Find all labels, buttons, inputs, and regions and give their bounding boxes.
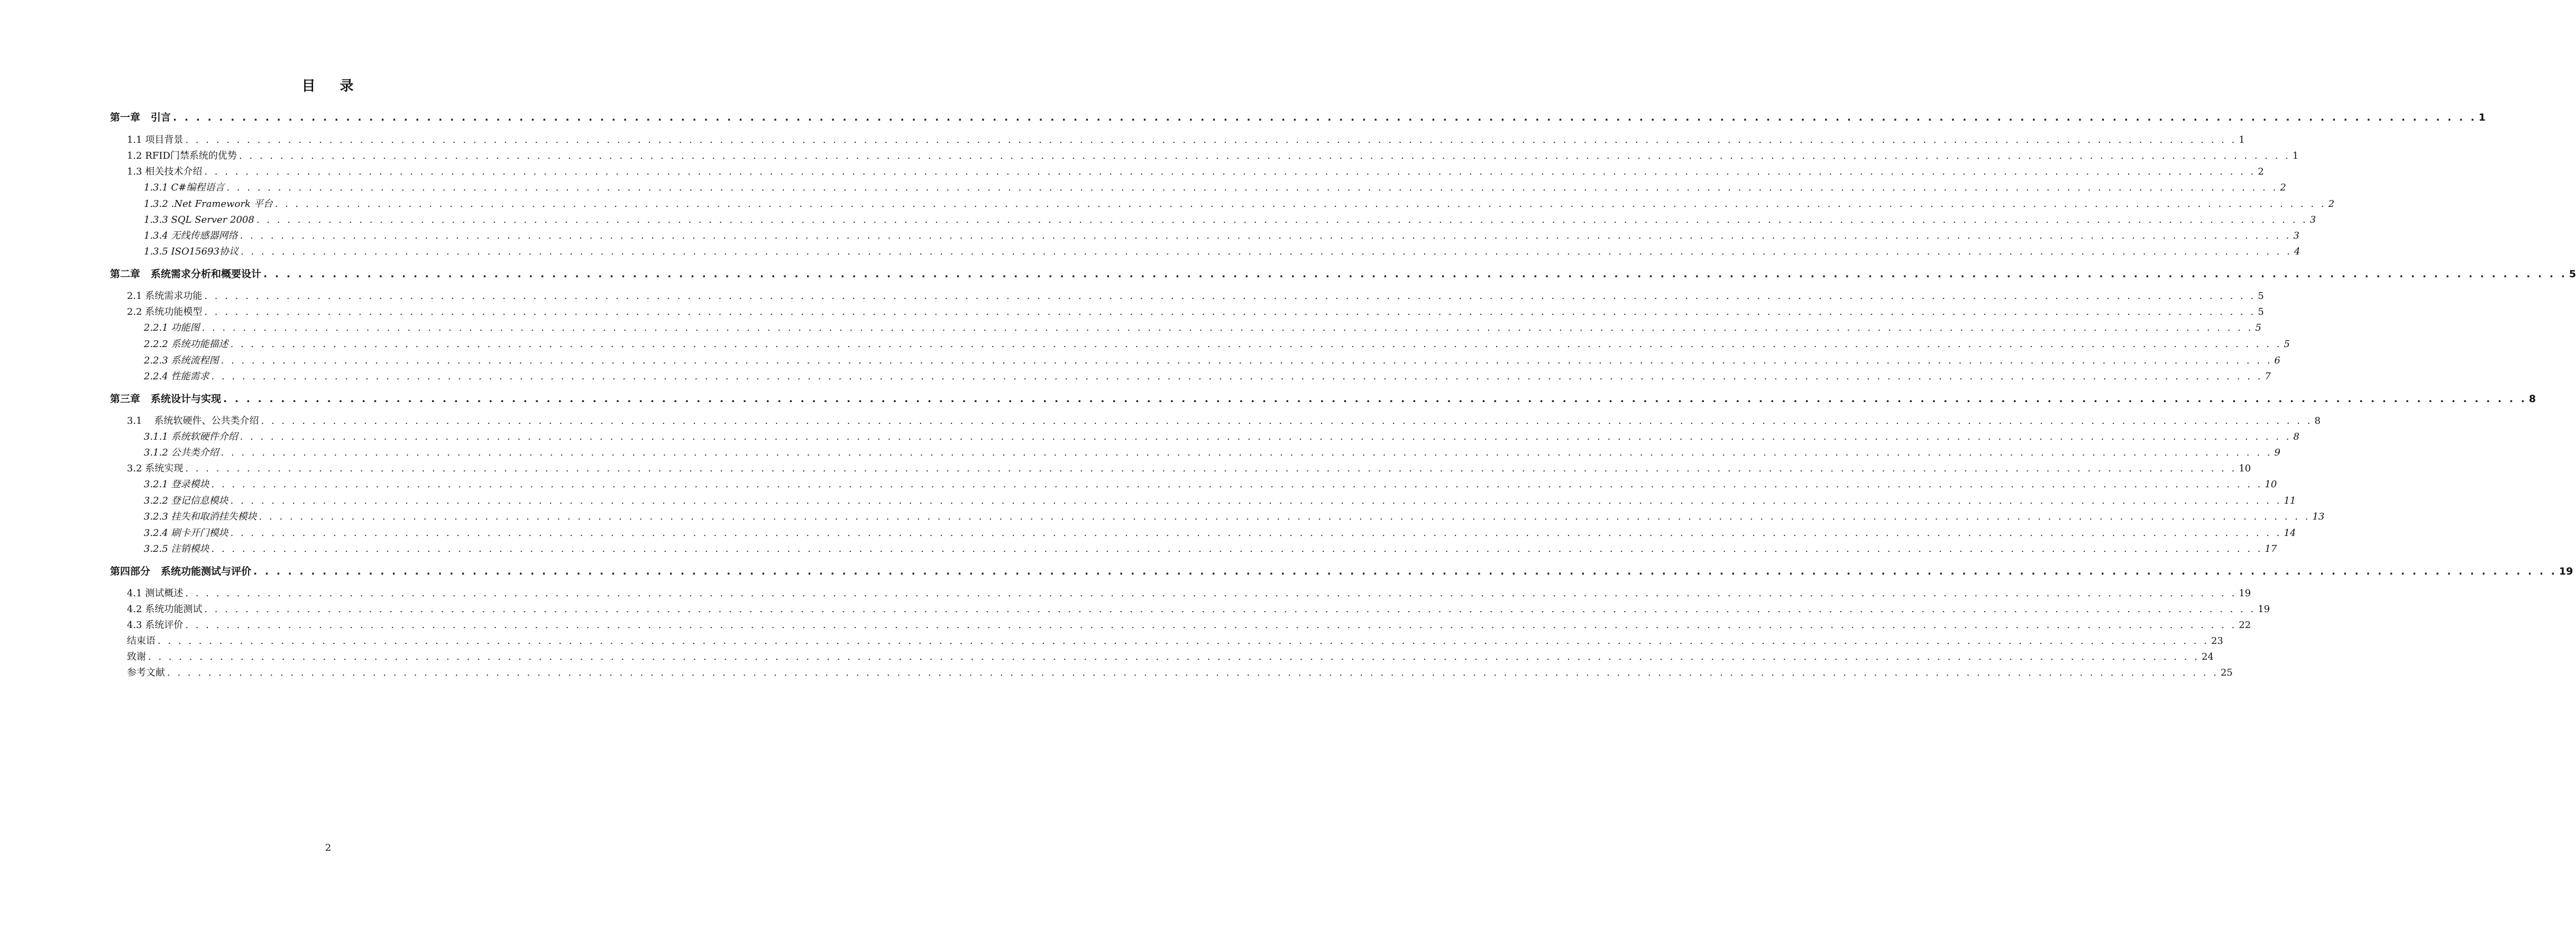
toc-entry-label: 3.2.1 登录模块: [144, 479, 209, 490]
toc-entry[interactable]: [127, 288, 2264, 304]
toc-page-number: 3: [2309, 214, 2316, 225]
toc-entry-label: 2.2.1 功能图: [144, 322, 200, 333]
toc-page-number: 19: [2559, 566, 2573, 577]
dot-leader: . . . . . . . . . . . . . . . . . . . . . . . . . . . . . . . . . . . . . . . . . . . . . . . . . . . . . . . . . . . . . . . . . . . . . . . . . . . . . . . . . . . . . . . . . . . . . . . . . . . . . . . . . . . . . . . . . . . . . . . . . . . . . . . . . . . . . . . . . . . . . . . . . . . . . . . . . . . . . . . . . . . . . . . . . . . . . . . . . . . . . . . . . . . . . . . . . . . . . . . .: [158, 635, 2209, 647]
toc-chapter-number: 第一章: [110, 112, 141, 123]
toc-chapter-number: 第四部分: [110, 566, 151, 577]
toc-page-number: 19: [2258, 604, 2270, 615]
dot-leader: . . . . . . . . . . . . . . . . . . . . . . . . . . . . . . . . . . . . . . . . . . . . . . . . . . . . . . . . . . . . . . . . . . . . . . . . . . . . . . . . . . . . . . . . . . . . . . . . . . . . . . . . . . . . . . . . . . . . . . . . . . . . . . . . . . . . . . . . . . . . . . . . . . . . . . . . . . . . . . . . . . . . . . . . . . . . . . . . . . . . . . . . . . . . . . . . . . . . . . . .: [230, 495, 2282, 506]
toc-page-number: 25: [2220, 667, 2233, 678]
toc-entry[interactable]: [144, 477, 2277, 493]
toc-entry-label: 1.1 项目背景: [127, 134, 184, 145]
toc-entry-label: 2.1 系统需求功能: [127, 290, 203, 302]
toc-chapter-title: 系统设计与实现: [151, 393, 222, 405]
toc-entry-label: 2.2 系统功能模型: [127, 306, 203, 317]
dot-leader: . . . . . . . . . . . . . . . . . . . . . . . . . . . . . . . . . . . . . . . . . . . . . . . . . . . . . . . . . . . . . . . . . . . . . . . . . . . . . . . . . . . . . . . . . . . . . . . . . . . . . . . . . . . . . . . . . . . . . . . . . . . . . . . . . . . . . . . . . . . . . . . . . . . . . . . . . . . . . . . . . . . . . . . . . . . . . . . . . . . . . . . . . . . . . . . . . . . . . . . .: [204, 166, 2256, 177]
toc-entry[interactable]: [127, 164, 2264, 180]
toc-entry[interactable]: [144, 369, 2271, 385]
toc-page-number: 5: [2258, 290, 2264, 302]
toc-page-number: 6: [2274, 355, 2280, 366]
toc-entry[interactable]: [127, 413, 2321, 429]
toc-page-number: 2: [2258, 166, 2264, 177]
toc-page-number: 5: [2255, 322, 2261, 333]
dot-leader: . . . . . . . . . . . . . . . . . . . . . . . . . . . . . . . . . . . . . . . . . . . . . . . . . . . . . . . . . . . . . . . . . . . . . . . . . . . . . . . . . . . . . . . . . . . . . . . . . . . . . . . . . . . . . . . . . . . . . . . . . . . . . . . . . . . . . . . . . . . . . . . . . . . . . . . . . . . . . . . . . . . . . . . . . . . . . . . . . . . . . . . . . . . . . . . . . . . . . . . .: [239, 150, 2290, 161]
toc-entry-label: [110, 391, 221, 407]
dot-leader: . . . . . . . . . . . . . . . . . . . . . . . . . . . . . . . . . . . . . . . . . . . . . . . . . . . . . . . . . . . . . . . . . . . . . . . . . . . . . . . . . . . . . . . . . . . . . . . . . . . . . . . . . . . . . . . . . . . . . . . . . . . . . . . . . . . . . . . . . . . . . . . . . . . . . . . . . . . . . . . . . . . . . . . . . . . . . . . . . . . . . . . . . . . . . . . . . . . . . . . .: [263, 268, 2567, 280]
toc-entry[interactable]: [144, 320, 2261, 336]
toc-entry[interactable]: [110, 110, 2486, 125]
toc-entry[interactable]: [110, 391, 2536, 407]
toc-entry-label: 参考文献: [127, 667, 165, 678]
toc-entry-label: 4.1 测试概述: [127, 588, 184, 599]
toc-entry-label: 致谢: [127, 651, 146, 662]
toc-entry-label: 3.2.3 挂失和取消挂失模块: [144, 511, 257, 522]
toc-page-number: 1: [2292, 150, 2299, 161]
dot-leader: . . . . . . . . . . . . . . . . . . . . . . . . . . . . . . . . . . . . . . . . . . . . . . . . . . . . . . . . . . . . . . . . . . . . . . . . . . . . . . . . . . . . . . . . . . . . . . . . . . . . . . . . . . . . . . . . . . . . . . . . . . . . . . . . . . . . . . . . . . . . . . . . . . . . . . . . . . . . . . . . . . . . . . . . . . . . . . . . . . . . . . . . . . . . . . . . . . . . . . . .: [204, 290, 2256, 302]
toc-chapter-title: 系统功能测试与评价: [161, 566, 252, 577]
dot-leader: . . . . . . . . . . . . . . . . . . . . . . . . . . . . . . . . . . . . . . . . . . . . . . . . . . . . . . . . . . . . . . . . . . . . . . . . . . . . . . . . . . . . . . . . . . . . . . . . . . . . . . . . . . . . . . . . . . . . . . . . . . . . . . . . . . . . . . . . . . . . . . . . . . . . . . . . . . . . . . . . . . . . . . . . . . . . . . . . . . . . . . . . . . . . . . . . . . . . . . . .: [185, 588, 2237, 599]
dot-leader: . . . . . . . . . . . . . . . . . . . . . . . . . . . . . . . . . . . . . . . . . . . . . . . . . . . . . . . . . . . . . . . . . . . . . . . . . . . . . . . . . . . . . . . . . . . . . . . . . . . . . . . . . . . . . . . . . . . . . . . . . . . . . . . . . . . . . . . . . . . . . . . . . . . . . . . . . . . . . . . . . . . . . . . . . . . . . . . . . . . . . . . . . . . . . . . . . . . . . . . .: [221, 355, 2272, 366]
toc-entry-label: [110, 266, 261, 282]
toc-entry-label: 3.1.1 系统软硬件介绍: [144, 431, 238, 442]
toc-entry[interactable]: [144, 445, 2280, 461]
toc-entry-label: 3.2.2 登记信息模块: [144, 495, 228, 506]
toc-entry[interactable]: [110, 266, 2576, 282]
toc-entry-label: 1.3.3 SQL Server 2008: [144, 214, 254, 225]
toc-page-number: 10: [2239, 463, 2251, 474]
toc-page-number: 5: [2569, 268, 2576, 280]
toc-entry[interactable]: [127, 649, 2214, 665]
toc-page-number: 14: [2284, 527, 2296, 539]
toc-entry[interactable]: [144, 180, 2286, 196]
toc-entry[interactable]: [110, 563, 2573, 579]
dot-leader: . . . . . . . . . . . . . . . . . . . . . . . . . . . . . . . . . . . . . . . . . . . . . . . . . . . . . . . . . . . . . . . . . . . . . . . . . . . . . . . . . . . . . . . . . . . . . . . . . . . . . . . . . . . . . . . . . . . . . . . . . . . . . . . . . . . . . . . . . . . . . . . . . . . . . . . . . . . . . . . . . . . . . . . . . . . . . . . . . . . . . . . . . . . . . . . . . . . . . . . .: [201, 322, 2253, 333]
toc-entry-label: 2.2.2 系统功能描述: [144, 339, 228, 350]
toc-entry-label: 4.2 系统功能测试: [127, 604, 203, 615]
dot-leader: . . . . . . . . . . . . . . . . . . . . . . . . . . . . . . . . . . . . . . . . . . . . . . . . . . . . . . . . . . . . . . . . . . . . . . . . . . . . . . . . . . . . . . . . . . . . . . . . . . . . . . . . . . . . . . . . . . . . . . . . . . . . . . . . . . . . . . . . . . . . . . . . . . . . . . . . . . . . . . . . . . . . . . . . . . . . . . . . . . . . . . . . . . . . . . . . . . . . . . . .: [261, 415, 2313, 426]
toc-entry[interactable]: [144, 493, 2296, 509]
toc-entry[interactable]: [127, 132, 2245, 148]
toc-page-number: 2: [2280, 182, 2286, 193]
toc-entry[interactable]: [127, 304, 2264, 320]
toc-page-number: 19: [2239, 588, 2251, 599]
toc-page-number: 8: [2293, 431, 2299, 442]
toc-page-number: 10: [2265, 479, 2277, 490]
toc-page-number: 11: [2284, 495, 2296, 506]
toc-entry[interactable]: [127, 617, 2251, 633]
toc-entry-label: 1.3 相关技术介绍: [127, 166, 203, 177]
dot-leader: . . . . . . . . . . . . . . . . . . . . . . . . . . . . . . . . . . . . . . . . . . . . . . . . . . . . . . . . . . . . . . . . . . . . . . . . . . . . . . . . . . . . . . . . . . . . . . . . . . . . . . . . . . . . . . . . . . . . . . . . . . . . . . . . . . . . . . . . . . . . . . . . . . . . . . . . . . . . . . . . . . . . . . . . . . . . . . . . . . . . . . . . . . . . . . . . . . . . . . . .: [259, 511, 2311, 522]
toc-entry-label: [110, 563, 251, 579]
toc-entry[interactable]: [144, 541, 2277, 557]
toc-entry-label: 3.2 系统实现: [127, 463, 184, 474]
dot-leader: . . . . . . . . . . . . . . . . . . . . . . . . . . . . . . . . . . . . . . . . . . . . . . . . . . . . . . . . . . . . . . . . . . . . . . . . . . . . . . . . . . . . . . . . . . . . . . . . . . . . . . . . . . . . . . . . . . . . . . . . . . . . . . . . . . . . . . . . . . . . . . . . . . . . . . . . . . . . . . . . . . . . . . . . . . . . . . . . . . . . . . . . . . . . . . . . . . . . . . . .: [148, 651, 2199, 662]
dot-leader: . . . . . . . . . . . . . . . . . . . . . . . . . . . . . . . . . . . . . . . . . . . . . . . . . . . . . . . . . . . . . . . . . . . . . . . . . . . . . . . . . . . . . . . . . . . . . . . . . . . . . . . . . . . . . . . . . . . . . . . . . . . . . . . . . . . . . . . . . . . . . . . . . . . . . . . . . . . . . . . . . . . . . . . . . . . . . . . . . . . . . . . . . . . . . . . . . . . . . . . .: [204, 604, 2256, 615]
toc-page-number: 1: [2478, 112, 2486, 123]
dot-leader: . . . . . . . . . . . . . . . . . . . . . . . . . . . . . . . . . . . . . . . . . . . . . . . . . . . . . . . . . . . . . . . . . . . . . . . . . . . . . . . . . . . . . . . . . . . . . . . . . . . . . . . . . . . . . . . . . . . . . . . . . . . . . . . . . . . . . . . . . . . . . . . . . . . . . . . . . . . . . . . . . . . . . . . . . . . . . . . . . . . . . . . . . . . . . . . . . . . . . . . .: [240, 431, 2291, 442]
toc-page-number: 8: [2314, 415, 2321, 426]
toc-page-number: 8: [2528, 393, 2536, 405]
toc-entry-label: 3.1 系统软硬件、公共类介绍: [127, 415, 259, 426]
toc-entry-label: 1.3.4 无线传感器网络: [144, 230, 238, 241]
toc-page-number: 24: [2201, 651, 2214, 662]
toc-chapter-title: 引言: [151, 112, 171, 123]
dot-leader: . . . . . . . . . . . . . . . . . . . . . . . . . . . . . . . . . . . . . . . . . . . . . . . . . . . . . . . . . . . . . . . . . . . . . . . . . . . . . . . . . . . . . . . . . . . . . . . . . . . . . . . . . . . . . . . . . . . . . . . . . . . . . . . . . . . . . . . . . . . . . . . . . . . . . . . . . . . . . . . . . . . . . . . . . . . . . . . . . . . . . . . . . . . . . . . . . . . . . . . .: [223, 393, 2527, 405]
toc-entry-label: 3.2.5 注销模块: [144, 543, 209, 554]
toc-entry[interactable]: [127, 665, 2233, 681]
toc-entry[interactable]: [144, 244, 2300, 260]
toc-page-number: 3: [2293, 230, 2299, 241]
page-number: 2: [325, 842, 332, 853]
toc-entry-label: 结束语: [127, 635, 155, 647]
toc-entry[interactable]: [144, 336, 2290, 352]
toc-entry-label: 3.2.4 刷卡开门模块: [144, 527, 228, 539]
toc-entry-label: 4.3 系统评价: [127, 620, 184, 631]
toc-entry[interactable]: [127, 461, 2251, 477]
toc-page-number: 23: [2211, 635, 2223, 647]
dot-leader: . . . . . . . . . . . . . . . . . . . . . . . . . . . . . . . . . . . . . . . . . . . . . . . . . . . . . . . . . . . . . . . . . . . . . . . . . . . . . . . . . . . . . . . . . . . . . . . . . . . . . . . . . . . . . . . . . . . . . . . . . . . . . . . . . . . . . . . . . . . . . . . . . . . . . . . . . . . . . . . . . . . . . . . . . . . . . . . . . . . . . . . . . . . . . . . . . . . . . . . .: [221, 447, 2272, 458]
toc-entry[interactable]: [144, 353, 2280, 369]
title-part-2: 录: [340, 78, 355, 94]
toc-entry-label: 2.2.4 性能需求: [144, 371, 209, 382]
dot-leader: . . . . . . . . . . . . . . . . . . . . . . . . . . . . . . . . . . . . . . . . . . . . . . . . . . . . . . . . . . . . . . . . . . . . . . . . . . . . . . . . . . . . . . . . . . . . . . . . . . . . . . . . . . . . . . . . . . . . . . . . . . . . . . . . . . . . . . . . . . . . . . . . . . . . . . . . . . . . . . . . . . . . . . . . . . . . . . . . . . . . . . . . . . . . . . . . . . . . . . . .: [253, 566, 2557, 577]
toc-page-number: 5: [2284, 339, 2290, 350]
dot-leader: . . . . . . . . . . . . . . . . . . . . . . . . . . . . . . . . . . . . . . . . . . . . . . . . . . . . . . . . . . . . . . . . . . . . . . . . . . . . . . . . . . . . . . . . . . . . . . . . . . . . . . . . . . . . . . . . . . . . . . . . . . . . . . . . . . . . . . . . . . . . . . . . . . . . . . . . . . . . . . . . . . . . . . . . . . . . . . . . . . . . . . . . . . . . . . . . . . . . . . . .: [167, 667, 2219, 678]
toc-page-number: 4: [2294, 246, 2300, 257]
title-part-1: 目: [301, 78, 317, 94]
toc-entry-label: 1.2 RFID门禁系统的优势: [127, 150, 237, 161]
dot-leader: . . . . . . . . . . . . . . . . . . . . . . . . . . . . . . . . . . . . . . . . . . . . . . . . . . . . . . . . . . . . . . . . . . . . . . . . . . . . . . . . . . . . . . . . . . . . . . . . . . . . . . . . . . . . . . . . . . . . . . . . . . . . . . . . . . . . . . . . . . . . . . . . . . . . . . . . . . . . . . . . . . . . . . . . . . . . . . . . . . . . . . . . . . . . . . . . . . . . . . . .: [211, 543, 2263, 554]
dot-leader: . . . . . . . . . . . . . . . . . . . . . . . . . . . . . . . . . . . . . . . . . . . . . . . . . . . . . . . . . . . . . . . . . . . . . . . . . . . . . . . . . . . . . . . . . . . . . . . . . . . . . . . . . . . . . . . . . . . . . . . . . . . . . . . . . . . . . . . . . . . . . . . . . . . . . . . . . . . . . . . . . . . . . . . . . . . . . . . . . . . . . . . . . . . . . . . . . . . . . . . .: [185, 463, 2237, 474]
toc-entry-label: 1.3.1 C#编程语言: [144, 182, 225, 193]
toc-page-number: 9: [2274, 447, 2280, 458]
toc-entry-label: [110, 110, 171, 125]
toc-page-number: 2: [2328, 198, 2335, 210]
dot-leader: . . . . . . . . . . . . . . . . . . . . . . . . . . . . . . . . . . . . . . . . . . . . . . . . . . . . . . . . . . . . . . . . . . . . . . . . . . . . . . . . . . . . . . . . . . . . . . . . . . . . . . . . . . . . . . . . . . . . . . . . . . . . . . . . . . . . . . . . . . . . . . . . . . . . . . . . . . . . . . . . . . . . . . . . . . . . . . . . . . . . . . . . . . . . . . . . . . . . . . . .: [240, 246, 2292, 257]
dot-leader: . . . . . . . . . . . . . . . . . . . . . . . . . . . . . . . . . . . . . . . . . . . . . . . . . . . . . . . . . . . . . . . . . . . . . . . . . . . . . . . . . . . . . . . . . . . . . . . . . . . . . . . . . . . . . . . . . . . . . . . . . . . . . . . . . . . . . . . . . . . . . . . . . . . . . . . . . . . . . . . . . . . . . . . . . . . . . . . . . . . . . . . . . . . . . . . . . . . . . . . .: [230, 527, 2282, 539]
dot-leader: . . . . . . . . . . . . . . . . . . . . . . . . . . . . . . . . . . . . . . . . . . . . . . . . . . . . . . . . . . . . . . . . . . . . . . . . . . . . . . . . . . . . . . . . . . . . . . . . . . . . . . . . . . . . . . . . . . . . . . . . . . . . . . . . . . . . . . . . . . . . . . . . . . . . . . . . . . . . . . . . . . . . . . . . . . . . . . . . . . . . . . . . . . . . . . . . . . . . . . . .: [274, 198, 2326, 210]
toc-entry[interactable]: [127, 633, 2223, 649]
toc-entry[interactable]: [144, 196, 2335, 212]
dot-leader: . . . . . . . . . . . . . . . . . . . . . . . . . . . . . . . . . . . . . . . . . . . . . . . . . . . . . . . . . . . . . . . . . . . . . . . . . . . . . . . . . . . . . . . . . . . . . . . . . . . . . . . . . . . . . . . . . . . . . . . . . . . . . . . . . . . . . . . . . . . . . . . . . . . . . . . . . . . . . . . . . . . . . . . . . . . . . . . . . . . . . . . . . . . . . . . . . . . . . . . .: [226, 182, 2278, 193]
dot-leader: . . . . . . . . . . . . . . . . . . . . . . . . . . . . . . . . . . . . . . . . . . . . . . . . . . . . . . . . . . . . . . . . . . . . . . . . . . . . . . . . . . . . . . . . . . . . . . . . . . . . . . . . . . . . . . . . . . . . . . . . . . . . . . . . . . . . . . . . . . . . . . . . . . . . . . . . . . . . . . . . . . . . . . . . . . . . . . . . . . . . . . . . . . . . . . . . . . . . . . . .: [173, 112, 2477, 123]
toc-entry-label: 2.2.3 系统流程图: [144, 355, 219, 366]
dot-leader: . . . . . . . . . . . . . . . . . . . . . . . . . . . . . . . . . . . . . . . . . . . . . . . . . . . . . . . . . . . . . . . . . . . . . . . . . . . . . . . . . . . . . . . . . . . . . . . . . . . . . . . . . . . . . . . . . . . . . . . . . . . . . . . . . . . . . . . . . . . . . . . . . . . . . . . . . . . . . . . . . . . . . . . . . . . . . . . . . . . . . . . . . . . . . . . . . . . . . . . .: [230, 339, 2282, 350]
toc-entry-label: 1.3.5 ISO15693协议: [144, 246, 239, 257]
toc-page-number: 13: [2312, 511, 2325, 522]
toc-entry[interactable]: [144, 212, 2316, 228]
dot-leader: . . . . . . . . . . . . . . . . . . . . . . . . . . . . . . . . . . . . . . . . . . . . . . . . . . . . . . . . . . . . . . . . . . . . . . . . . . . . . . . . . . . . . . . . . . . . . . . . . . . . . . . . . . . . . . . . . . . . . . . . . . . . . . . . . . . . . . . . . . . . . . . . . . . . . . . . . . . . . . . . . . . . . . . . . . . . . . . . . . . . . . . . . . . . . . . . . . . . . . . .: [211, 479, 2263, 490]
dot-leader: . . . . . . . . . . . . . . . . . . . . . . . . . . . . . . . . . . . . . . . . . . . . . . . . . . . . . . . . . . . . . . . . . . . . . . . . . . . . . . . . . . . . . . . . . . . . . . . . . . . . . . . . . . . . . . . . . . . . . . . . . . . . . . . . . . . . . . . . . . . . . . . . . . . . . . . . . . . . . . . . . . . . . . . . . . . . . . . . . . . . . . . . . . . . . . . . . . . . . . . .: [185, 620, 2237, 631]
toc-entry-label: 3.1.2 公共类介绍: [144, 447, 219, 458]
dot-leader: . . . . . . . . . . . . . . . . . . . . . . . . . . . . . . . . . . . . . . . . . . . . . . . . . . . . . . . . . . . . . . . . . . . . . . . . . . . . . . . . . . . . . . . . . . . . . . . . . . . . . . . . . . . . . . . . . . . . . . . . . . . . . . . . . . . . . . . . . . . . . . . . . . . . . . . . . . . . . . . . . . . . . . . . . . . . . . . . . . . . . . . . . . . . . . . . . . . . . . . .: [204, 306, 2256, 317]
toc-entry[interactable]: [144, 509, 2325, 525]
toc-chapter-number: 第三章: [110, 393, 141, 405]
toc-entry[interactable]: [144, 525, 2296, 541]
toc-entry[interactable]: [144, 429, 2299, 445]
toc-chapter-title: 系统需求分析和概要设计: [151, 268, 262, 280]
toc-chapter-number: 第二章: [110, 268, 141, 280]
toc-page-number: 1: [2239, 134, 2245, 145]
toc-entry[interactable]: [127, 586, 2251, 602]
toc-entry[interactable]: [144, 228, 2299, 244]
toc-page-number: 7: [2265, 371, 2271, 382]
toc-page-number: 17: [2265, 543, 2277, 554]
toc-page-number: 5: [2258, 306, 2264, 317]
toc-page-number: 22: [2239, 620, 2251, 631]
dot-leader: . . . . . . . . . . . . . . . . . . . . . . . . . . . . . . . . . . . . . . . . . . . . . . . . . . . . . . . . . . . . . . . . . . . . . . . . . . . . . . . . . . . . . . . . . . . . . . . . . . . . . . . . . . . . . . . . . . . . . . . . . . . . . . . . . . . . . . . . . . . . . . . . . . . . . . . . . . . . . . . . . . . . . . . . . . . . . . . . . . . . . . . . . . . . . . . . . . . . . . . .: [256, 214, 2308, 225]
toc-entry[interactable]: [127, 148, 2299, 164]
dot-leader: . . . . . . . . . . . . . . . . . . . . . . . . . . . . . . . . . . . . . . . . . . . . . . . . . . . . . . . . . . . . . . . . . . . . . . . . . . . . . . . . . . . . . . . . . . . . . . . . . . . . . . . . . . . . . . . . . . . . . . . . . . . . . . . . . . . . . . . . . . . . . . . . . . . . . . . . . . . . . . . . . . . . . . . . . . . . . . . . . . . . . . . . . . . . . . . . . . . . . . . .: [211, 371, 2263, 382]
toc-entry[interactable]: [127, 602, 2270, 617]
dot-leader: . . . . . . . . . . . . . . . . . . . . . . . . . . . . . . . . . . . . . . . . . . . . . . . . . . . . . . . . . . . . . . . . . . . . . . . . . . . . . . . . . . . . . . . . . . . . . . . . . . . . . . . . . . . . . . . . . . . . . . . . . . . . . . . . . . . . . . . . . . . . . . . . . . . . . . . . . . . . . . . . . . . . . . . . . . . . . . . . . . . . . . . . . . . . . . . . . . . . . . . .: [240, 230, 2291, 241]
dot-leader: . . . . . . . . . . . . . . . . . . . . . . . . . . . . . . . . . . . . . . . . . . . . . . . . . . . . . . . . . . . . . . . . . . . . . . . . . . . . . . . . . . . . . . . . . . . . . . . . . . . . . . . . . . . . . . . . . . . . . . . . . . . . . . . . . . . . . . . . . . . . . . . . . . . . . . . . . . . . . . . . . . . . . . . . . . . . . . . . . . . . . . . . . . . . . . . . . . . . . . . .: [185, 134, 2237, 145]
toc-entry-label: 1.3.2 .Net Framework 平台: [144, 198, 273, 210]
